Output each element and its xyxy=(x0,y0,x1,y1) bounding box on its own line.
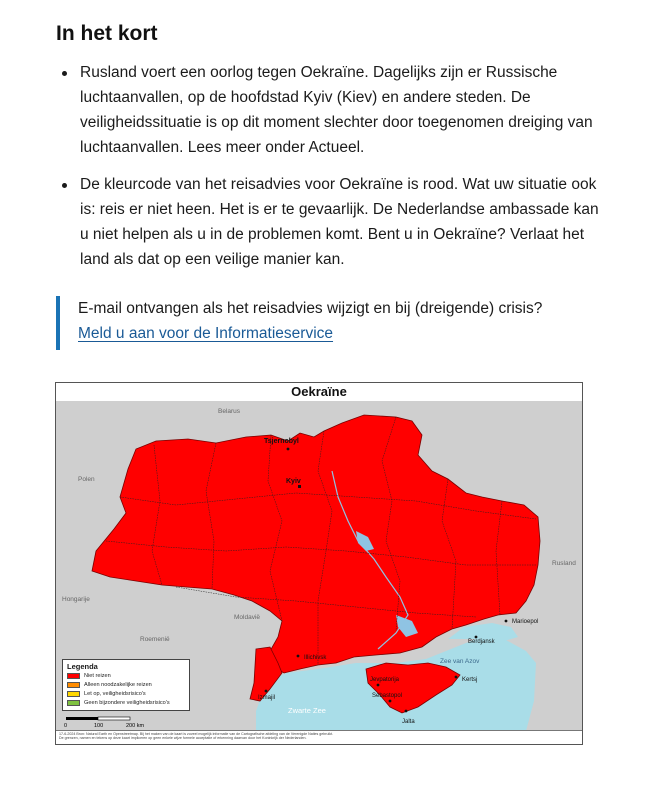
legend-label: Let op, veiligheidsrisico's xyxy=(84,690,146,697)
scalebar-label-end: 200 km xyxy=(126,723,145,729)
scalebar-segment xyxy=(98,717,130,720)
map-footer xyxy=(56,730,582,744)
city-label-kyiv: Kyiv xyxy=(286,478,301,485)
city-marker xyxy=(265,690,268,693)
summary-list xyxy=(56,60,601,284)
summary-bullet-colorcode: De kleurcode van het reisadvies voor Oekraïne is rood. Wat uw situatie ook is: reis er niet heen. Het is er te gevaarlijk. De Nederlandse ambassade kan u niet helpen als u in de problemen komt. Bent u in Oekraïne? Verlaat het land als dat op een veilige manier kan. xyxy=(56,172,601,272)
map-title: Oekraïne xyxy=(56,383,582,402)
country-label-polen: Polen xyxy=(78,476,95,483)
city-marker xyxy=(287,448,290,451)
legend-item xyxy=(67,689,185,698)
country-label-hongarije: Hongarije xyxy=(62,596,90,603)
legend-swatch-yellow xyxy=(67,691,80,697)
capital-marker xyxy=(298,485,301,488)
map-scalebar xyxy=(64,716,164,730)
city-marker xyxy=(405,710,408,713)
city-label-sebastopol: Sebastopol xyxy=(372,693,403,699)
city-label-marioepol: Marioepol xyxy=(512,619,539,625)
notice-text: E-mail ontvangen als het reisadvies wijzigt en bij (dreigende) crisis? xyxy=(78,300,543,317)
legend-item xyxy=(67,680,185,689)
city-label-kertsj: Kertsj xyxy=(462,677,478,683)
city-label-jevpatorija: Jevpatorija xyxy=(370,677,400,683)
summary-bullet-war: Rusland voert een oorlog tegen Oekraïne. Dagelijks zijn er Russische luchtaanvallen, op de hoofdstad Kyiv (Kiev) en andere steden. De veiligheidssituatie is op dit moment slechter door toegenomen dreiging van luchtaanvallen. Lees meer onder Actueel. xyxy=(56,60,601,160)
city-label-jalta: Jalta xyxy=(402,719,415,725)
city-marker xyxy=(389,700,392,703)
city-label-illichivsk: Illichivsk xyxy=(304,655,327,661)
country-label-moldavie: Moldavië xyxy=(234,614,261,621)
legend-item xyxy=(67,671,185,680)
scalebar-segment xyxy=(66,717,98,720)
map-disclaimer: De grenzen, namen en tekens op deze kaart impliceren op geen enkele wijze formele acceptatie of erkenning daarvan door het Koninkrijk der Nederlanden. xyxy=(59,736,307,741)
city-marker xyxy=(377,684,380,687)
scalebar-label-zero: 0 xyxy=(64,723,68,729)
legend-label: Alleen noodzakelijke reizen xyxy=(84,681,152,688)
city-marker xyxy=(297,655,300,658)
city-marker xyxy=(455,676,458,679)
city-marker xyxy=(505,620,508,623)
sea-label-black-sea: Zwarte Zee xyxy=(288,706,326,715)
city-marker xyxy=(475,636,478,639)
country-label-belarus: Belarus xyxy=(218,408,241,415)
city-label-berdjansk: Berdjansk xyxy=(468,639,495,645)
country-label-rusland: Rusland xyxy=(552,560,576,567)
legend-label: Geen bijzondere veiligheidsrisico's xyxy=(84,699,170,706)
city-label-tsjernobyl: Tsjernobyl xyxy=(264,438,299,445)
legend-swatch-red xyxy=(67,673,80,679)
scalebar-label-mid: 100 xyxy=(94,723,104,729)
country-label-roemenie: Roemenië xyxy=(140,636,170,643)
sea-label-azov: Zee van Azov xyxy=(440,658,480,665)
section-title: In het kort xyxy=(56,22,158,45)
legend-title: Legenda xyxy=(67,662,98,671)
legend-label: Niet reizen xyxy=(84,672,111,679)
legend-swatch-green xyxy=(67,700,80,706)
map-source-note: 17-6-2024 Bron: Natural Earth en Openstreetmap. Bij het maken van de kaart is zoveel mogelijk informatie van de Cartografische afdeling van de Verenigde Naties gebruikt. xyxy=(59,732,334,736)
city-label-izmajil: Izmajil xyxy=(258,695,276,701)
legend-item xyxy=(67,698,185,707)
legend-swatch-orange xyxy=(67,682,80,688)
ukraine-travel-map xyxy=(55,382,583,745)
map-legend xyxy=(62,659,190,711)
informatieservice-notice xyxy=(56,296,601,350)
informatieservice-signup-link[interactable]: Meld u aan voor de Informatieservice xyxy=(78,325,334,342)
